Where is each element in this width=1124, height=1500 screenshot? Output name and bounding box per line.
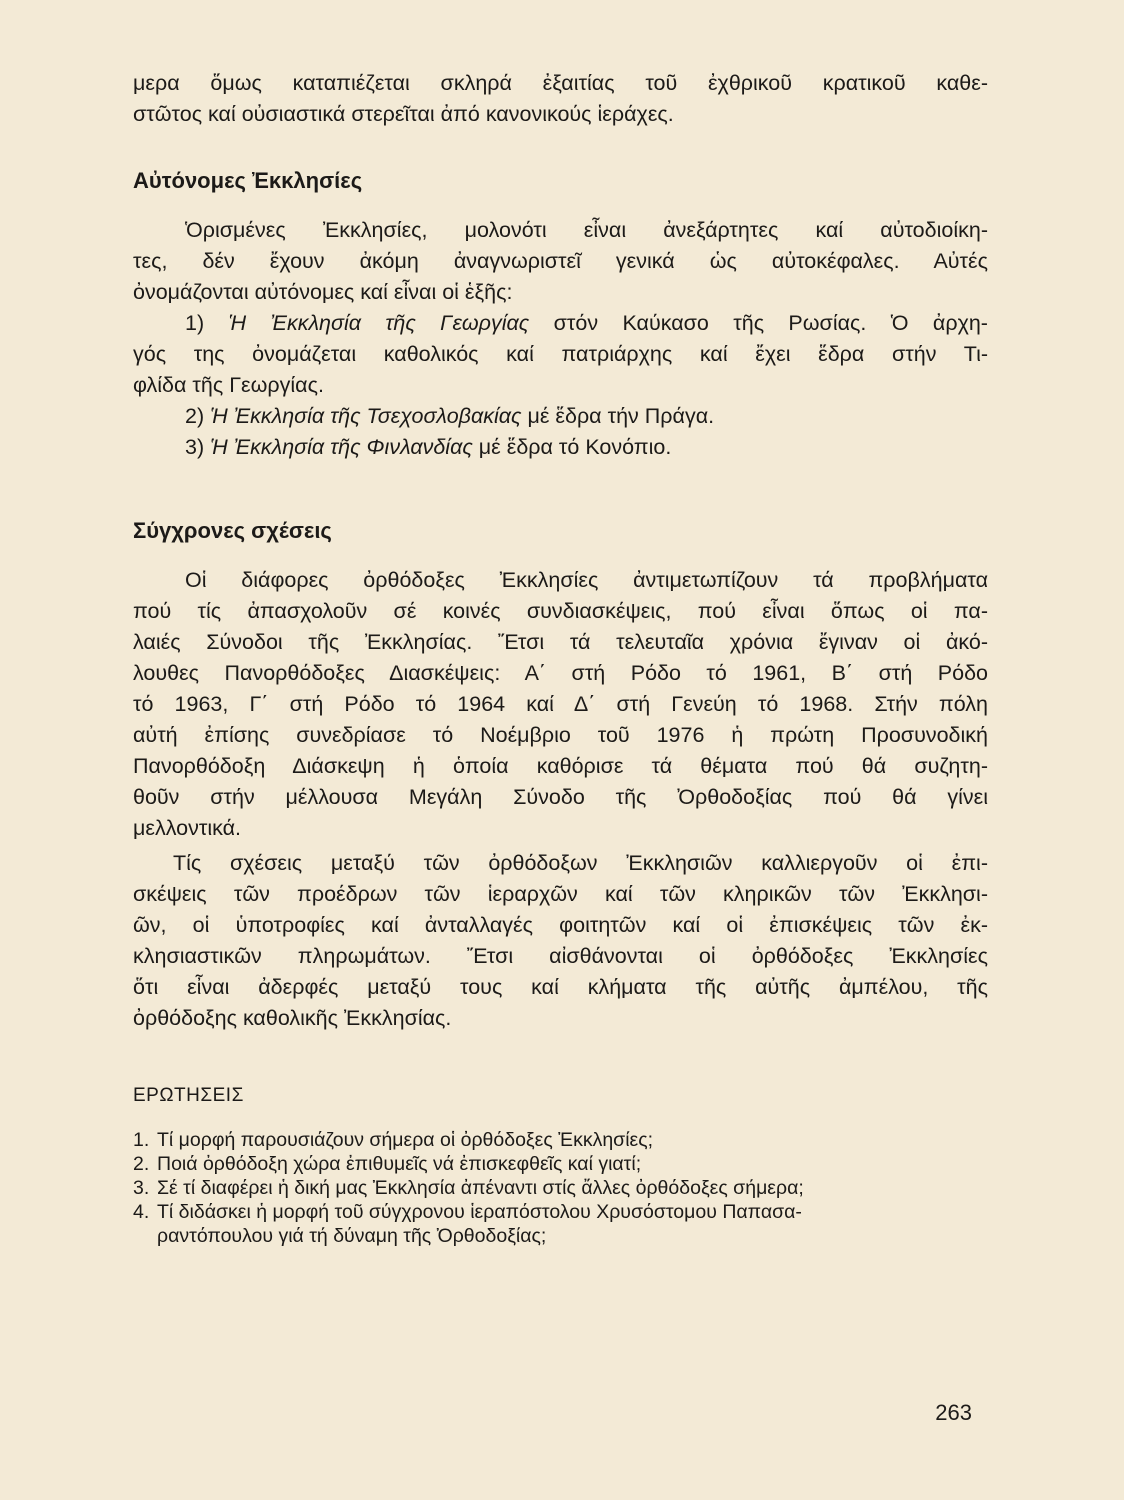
intro-line-2: στῶτος καί οὐσιαστικά στερεῖται ἀπό κανονικούς ἱεράχες.	[133, 102, 674, 126]
paragraph-line: λουθες Πανορθόδοξες Διασκέψεις: Α΄ στή Ρόδο τό 1961, Β΄ στή Ρόδο	[133, 661, 988, 685]
paragraph-line: Ὁρισμένες Ἐκκλησίες, μολονότι εἶναι ἀνεξάρτητες καί αὐτοδιοίκη-	[185, 218, 988, 242]
questions-title: ΕΡΩΤΗΣΕΙΣ	[133, 1085, 244, 1106]
list-item-number: 2)	[185, 404, 205, 428]
paragraph-line: τό 1963, Γ΄ στή Ρόδο τό 1964 καί Δ΄ στή Γενεύη τό 1968. Στήν πόλη	[133, 692, 988, 716]
autonomous-churches-paragraph	[133, 215, 988, 463]
paragraph-line: ῶν, οἱ ὑποτροφίες καί ἀνταλλαγές φοιτητῶν καί οἱ ἐπισκέψεις τῶν ἐκ-	[133, 913, 988, 937]
list-item-czechoslovakia	[133, 401, 988, 432]
list-item-text: μέ ἕδρα τήν Πράγα.	[527, 404, 715, 428]
question-item	[133, 1176, 993, 1200]
page-number: 263	[935, 1400, 972, 1425]
paragraph-line: κλησιαστικῶν πληρωμάτων. Ἔτσι αἰσθάνονται οἱ ὀρθόδοξες Ἐκκλησίες	[133, 944, 988, 968]
paragraph-line: ὀρθόδοξης καθολικῆς Ἐκκλησίας.	[133, 1006, 452, 1030]
question-continuation: ραντόπουλου γιά τή δύναμη τῆς Ὀρθοδοξίας;	[157, 1225, 547, 1247]
question-text: Σέ τί διαφέρει ἡ δική μας Ἐκκλησία ἀπέναντι στίς ἄλλες ὀρθόδοξες σήμερα;	[157, 1177, 804, 1199]
paragraph-line: μελλοντικά.	[133, 816, 242, 840]
paragraph-line: ὀνομάζονται αὐτόνομες καί εἶναι οἱ ἑξῆς:	[133, 280, 513, 304]
paragraph-line: ὅτι εἶναι ἀδερφές μεταξύ τους καί κλήματα τῆς αὐτῆς ἀμπέλου, τῆς	[133, 975, 988, 999]
question-text: Ποιά ὀρθόδοξη χώρα ἐπιθυμεῖς νά ἐπισκεφθεῖς καί γιατί;	[157, 1153, 642, 1175]
section-heading-autonomous-churches: Αὐτόνομες Ἐκκλησίες	[133, 168, 363, 193]
list-item-church-name: Ἡ Ἐκκλησία τῆς Φινλανδίας	[210, 435, 473, 459]
section-heading-modern-relations: Σύγχρονες σχέσεις	[133, 518, 332, 543]
modern-relations-paragraph-2	[133, 848, 988, 1034]
question-item	[133, 1152, 993, 1176]
list-item-church-name: Ἡ Ἐκκλησία τῆς Τσεχοσλοβακίας	[210, 404, 522, 428]
list-item-number: 3)	[185, 435, 205, 459]
intro-paragraph	[133, 68, 988, 130]
paragraph-line: Πανορθόδοξη Διάσκεψη ἡ ὁποία καθόρισε τά θέματα πού θά συζητη-	[133, 754, 988, 778]
question-text: Τί μορφή παρουσιάζουν σήμερα οἱ ὀρθόδοξες Ἐκκλησίες;	[157, 1129, 654, 1151]
question-number: 1.	[133, 1129, 150, 1151]
paragraph-line: τες, δέν ἔχουν ἀκόμη ἀναγνωριστεῖ γενικά ὡς αὐτοκέφαλες. Αὐτές	[133, 249, 988, 273]
paragraph-line: Οἱ διάφορες ὀρθόδοξες Ἐκκλησίες ἀντιμετωπίζουν τά προβλήματα	[185, 568, 988, 592]
paragraph-line: πού τίς ἀπασχολοῦν σέ κοινές συνδιασκέψεις, πού εἶναι ὅπως οἱ πα-	[133, 599, 988, 623]
list-item-continuation: φλίδα τῆς Γεωργίας.	[133, 373, 324, 397]
modern-relations-paragraph-1	[133, 565, 988, 844]
question-number: 3.	[133, 1177, 150, 1199]
intro-line-1: μερα ὅμως καταπιέζεται σκληρά ἐξαιτίας τοῦ ἐχθρικοῦ κρατικοῦ καθε-	[133, 71, 988, 95]
list-item-georgia	[133, 308, 988, 339]
question-item	[133, 1200, 993, 1224]
questions-list	[133, 1128, 993, 1248]
autonomous-churches-list	[133, 308, 988, 463]
paragraph-line: θοῦν στήν μέλλουσα Μεγάλη Σύνοδο τῆς Ὀρθοδοξίας πού θά γίνει	[133, 785, 988, 809]
question-item	[133, 1128, 993, 1152]
list-item-text: μέ ἕδρα τό Κονόπιο.	[478, 435, 672, 459]
list-item-text: στόν Καύκασο τῆς Ρωσίας. Ὁ ἀρχη-	[553, 311, 988, 335]
question-number: 2.	[133, 1153, 150, 1175]
list-item-number: 1)	[185, 311, 205, 335]
list-item-continuation: γός της ὀνομάζεται καθολικός καί πατριάρχης καί ἔχει ἕδρα στήν Τι-	[133, 342, 988, 366]
list-item-church-name: Ἡ Ἐκκλησία τῆς Γεωργίας	[228, 311, 530, 335]
question-text: Τί διδάσκει ἡ μορφή τοῦ σύγχρονου ἱεραπόστολου Χρυσόστομου Παπασα-	[157, 1201, 802, 1223]
question-number: 4.	[133, 1201, 150, 1223]
paragraph-line: σκέψεις τῶν προέδρων τῶν ἱεραρχῶν καί τῶν κληρικῶν τῶν Ἐκκλησι-	[133, 882, 988, 906]
paragraph-line: αὐτή ἐπίσης συνεδρίασε τό Νοέμβριο τοῦ 1976 ἡ πρώτη Προσυνοδική	[133, 723, 988, 747]
paragraph-line: Τίς σχέσεις μεταξύ τῶν ὀρθόδοξων Ἐκκλησιῶν καλλιεργοῦν οἱ ἐπι-	[173, 851, 988, 875]
list-item-finland	[133, 432, 988, 463]
modern-relations-text	[133, 565, 988, 1034]
paragraph-line: λαιές Σύνοδοι τῆς Ἐκκλησίας. Ἔτσι τά τελευταῖα χρόνια ἔγιναν οἱ ἀκό-	[133, 630, 988, 654]
